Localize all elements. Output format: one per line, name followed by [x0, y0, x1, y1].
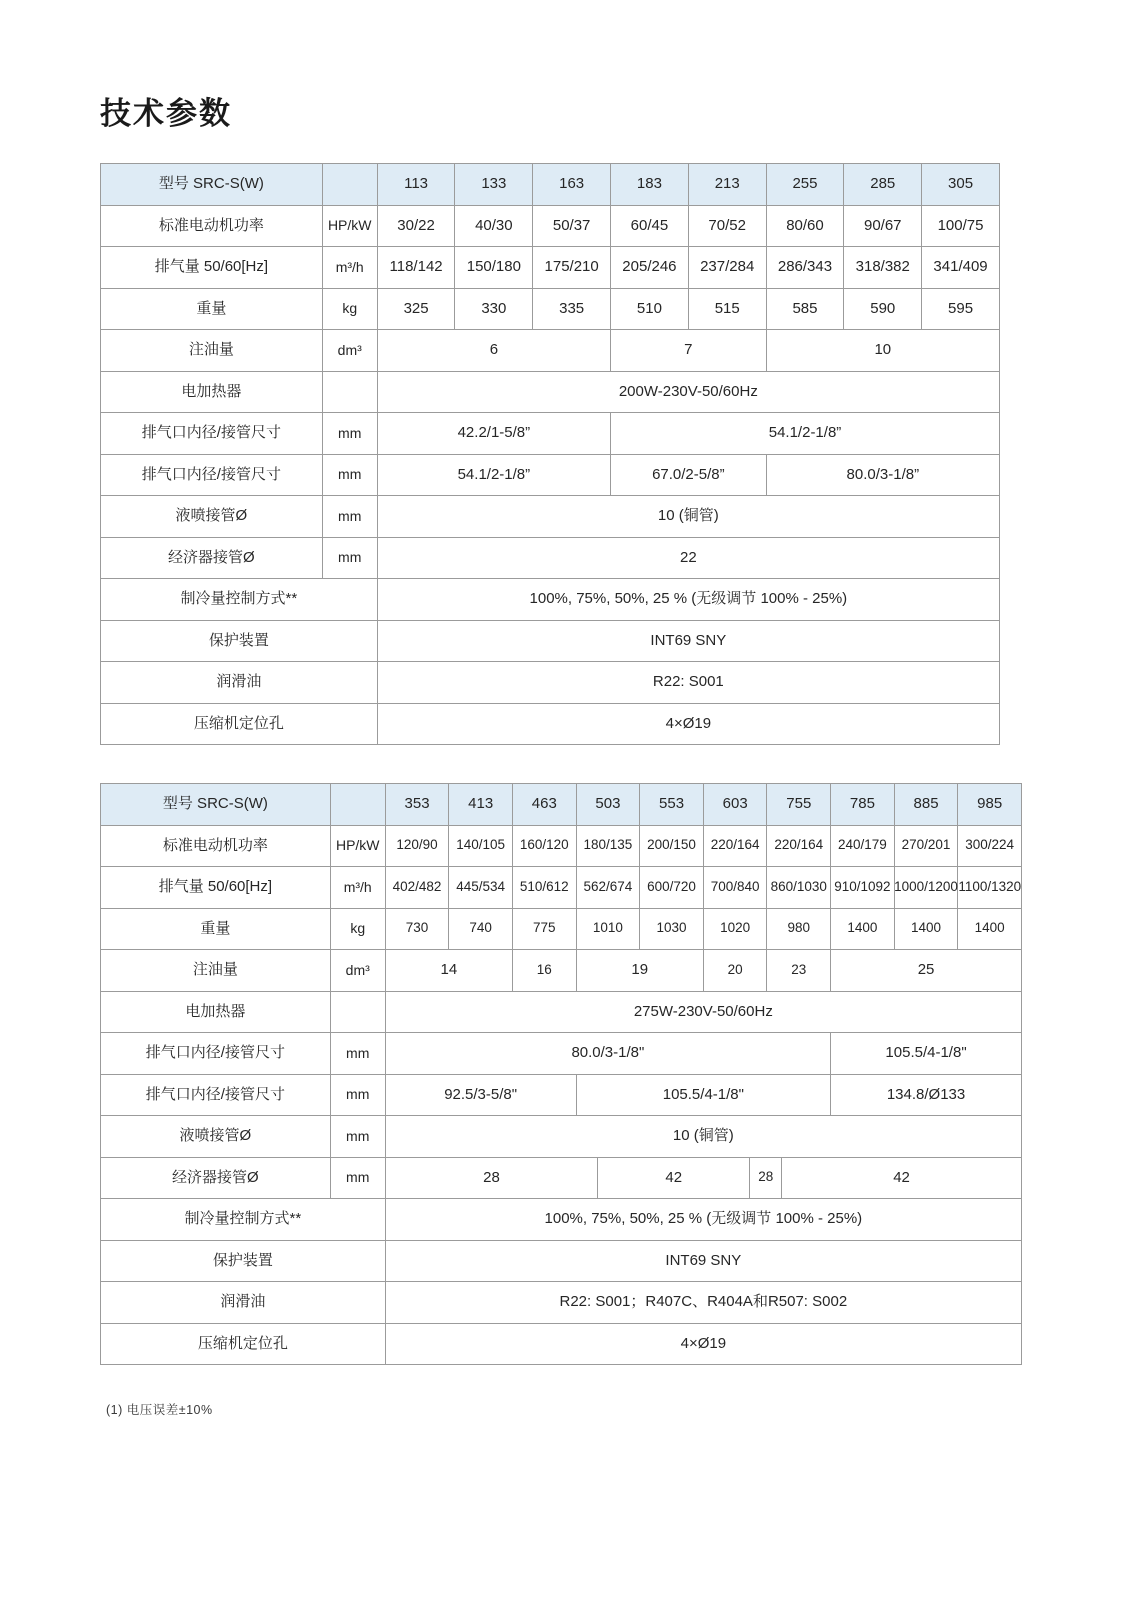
- value-cell: 910/1092: [831, 867, 895, 909]
- value-cell: 100/75: [922, 206, 1000, 248]
- value-cell: 60/45: [611, 206, 689, 248]
- value-cell: 54.1/2-1/8”: [378, 455, 611, 497]
- value-cell: 10 (铜管): [386, 1116, 1022, 1158]
- value-cell: R22: S001: [378, 662, 1000, 704]
- table-row: [101, 579, 1000, 621]
- table-row: [101, 1116, 1022, 1158]
- model-header: 553: [640, 784, 704, 826]
- unit-cell: HP/kW: [323, 206, 378, 248]
- value-cell: 4×Ø19: [378, 704, 1000, 746]
- row-label: 重量: [101, 909, 331, 951]
- value-cell: 28: [750, 1158, 782, 1200]
- value-cell: 515: [689, 289, 767, 331]
- value-cell: 67.0/2-5/8”: [611, 455, 767, 497]
- value-cell: 42: [782, 1158, 1022, 1200]
- unit-cell: mm: [331, 1116, 386, 1158]
- value-cell: 80/60: [767, 206, 845, 248]
- value-cell: 20: [704, 950, 768, 992]
- table-row: [101, 992, 1022, 1034]
- value-cell: 286/343: [767, 247, 845, 289]
- table-row: [101, 247, 1000, 289]
- value-cell: 140/105: [449, 826, 513, 868]
- value-cell: 318/382: [844, 247, 922, 289]
- model-header: 133: [455, 164, 533, 206]
- row-label: 标准电动机功率: [101, 206, 323, 248]
- value-cell: 14: [386, 950, 513, 992]
- value-cell: 92.5/3-5/8": [386, 1075, 577, 1117]
- table-row: [101, 206, 1000, 248]
- model-header: 463: [513, 784, 577, 826]
- value-cell: 4×Ø19: [386, 1324, 1022, 1366]
- value-cell: 80.0/3-1/8": [386, 1033, 831, 1075]
- model-header: 285: [844, 164, 922, 206]
- model-series-label: 型号 SRC-S(W): [101, 164, 323, 206]
- value-cell: 90/67: [844, 206, 922, 248]
- value-cell: 402/482: [386, 867, 450, 909]
- unit-cell: [331, 992, 386, 1034]
- value-cell: 28: [386, 1158, 599, 1200]
- value-cell: 1030: [640, 909, 704, 951]
- unit-cell: HP/kW: [331, 826, 386, 868]
- table-row: [101, 1158, 1022, 1200]
- row-label: 注油量: [101, 330, 323, 372]
- model-header: 113: [378, 164, 456, 206]
- value-cell: 562/674: [577, 867, 641, 909]
- value-cell: 510/612: [513, 867, 577, 909]
- value-cell: 175/210: [533, 247, 611, 289]
- row-label: 液喷接管Ø: [101, 1116, 331, 1158]
- unit-cell: dm³: [323, 330, 378, 372]
- row-label: 标准电动机功率: [101, 826, 331, 868]
- row-label: 排气量 50/60[Hz]: [101, 867, 331, 909]
- row-label: 润滑油: [101, 662, 378, 704]
- row-label: 保护装置: [101, 1241, 386, 1283]
- value-cell: 80.0/3-1/8”: [767, 455, 1000, 497]
- value-cell: 16: [513, 950, 577, 992]
- table-row: [101, 496, 1000, 538]
- value-cell: 50/37: [533, 206, 611, 248]
- value-cell: 341/409: [922, 247, 1000, 289]
- row-label: 排气量 50/60[Hz]: [101, 247, 323, 289]
- table-row: [101, 826, 1022, 868]
- value-cell: 42: [598, 1158, 750, 1200]
- value-cell: 730: [386, 909, 450, 951]
- value-cell: 275W-230V-50/60Hz: [386, 992, 1022, 1034]
- row-label: 电加热器: [101, 372, 323, 414]
- value-cell: 325: [378, 289, 456, 331]
- value-cell: 1100/1320: [958, 867, 1022, 909]
- value-cell: 100%, 75%, 50%, 25 % (无级调节 100% - 25%): [378, 579, 1000, 621]
- value-cell: 220/164: [767, 826, 831, 868]
- value-cell: 740: [449, 909, 513, 951]
- value-cell: 1400: [831, 909, 895, 951]
- model-header: 503: [577, 784, 641, 826]
- unit-cell: m³/h: [331, 867, 386, 909]
- table-row: [101, 704, 1000, 746]
- unit-cell: [323, 164, 378, 206]
- table-row: [101, 1282, 1022, 1324]
- unit-cell: m³/h: [323, 247, 378, 289]
- unit-cell: mm: [323, 413, 378, 455]
- unit-cell: [323, 372, 378, 414]
- table-row: [101, 662, 1000, 704]
- value-cell: 200/150: [640, 826, 704, 868]
- value-cell: 42.2/1-5/8”: [378, 413, 611, 455]
- value-cell: 775: [513, 909, 577, 951]
- value-cell: 595: [922, 289, 1000, 331]
- row-label: 保护装置: [101, 621, 378, 663]
- row-label: 排气口内径/接管尺寸: [101, 455, 323, 497]
- row-label: 排气口内径/接管尺寸: [101, 1033, 331, 1075]
- unit-cell: mm: [331, 1033, 386, 1075]
- unit-cell: kg: [331, 909, 386, 951]
- value-cell: 19: [577, 950, 704, 992]
- table-row: [101, 1033, 1022, 1075]
- value-cell: 1020: [704, 909, 768, 951]
- value-cell: 23: [767, 950, 831, 992]
- unit-cell: mm: [323, 538, 378, 580]
- value-cell: 237/284: [689, 247, 767, 289]
- spec-table-small-models: [100, 163, 1000, 745]
- table-row: [101, 372, 1000, 414]
- table-row: [101, 413, 1000, 455]
- value-cell: 40/30: [455, 206, 533, 248]
- value-cell: 200W-230V-50/60Hz: [378, 372, 1000, 414]
- value-cell: 980: [767, 909, 831, 951]
- value-cell: 240/179: [831, 826, 895, 868]
- value-cell: 1400: [895, 909, 959, 951]
- value-cell: 100%, 75%, 50%, 25 % (无级调节 100% - 25%): [386, 1199, 1022, 1241]
- model-header: 255: [767, 164, 845, 206]
- row-label: 液喷接管Ø: [101, 496, 323, 538]
- table-row: [101, 1199, 1022, 1241]
- table-row: [101, 1241, 1022, 1283]
- model-header: 885: [895, 784, 959, 826]
- table-row: [101, 950, 1022, 992]
- table-row: [101, 1324, 1022, 1366]
- model-header: 305: [922, 164, 1000, 206]
- value-cell: 1400: [958, 909, 1022, 951]
- row-label: 电加热器: [101, 992, 331, 1034]
- table-row: [101, 538, 1000, 580]
- value-cell: 300/224: [958, 826, 1022, 868]
- row-label: 制冷量控制方式**: [101, 579, 378, 621]
- value-cell: R22: S001；R407C、R404A和R507: S002: [386, 1282, 1022, 1324]
- value-cell: 600/720: [640, 867, 704, 909]
- model-series-label: 型号 SRC-S(W): [101, 784, 331, 826]
- value-cell: 54.1/2-1/8”: [611, 413, 1000, 455]
- unit-cell: mm: [331, 1158, 386, 1200]
- row-label: 经济器接管Ø: [101, 1158, 331, 1200]
- value-cell: 590: [844, 289, 922, 331]
- value-cell: INT69 SNY: [386, 1241, 1022, 1283]
- model-header: 985: [958, 784, 1022, 826]
- spec-table-large-models: [100, 783, 1022, 1365]
- model-header: 213: [689, 164, 767, 206]
- value-cell: 445/534: [449, 867, 513, 909]
- table-row: [101, 330, 1000, 372]
- value-cell: 22: [378, 538, 1000, 580]
- value-cell: 30/22: [378, 206, 456, 248]
- row-label: 注油量: [101, 950, 331, 992]
- table-row: [101, 455, 1000, 497]
- unit-cell: dm³: [331, 950, 386, 992]
- value-cell: 220/164: [704, 826, 768, 868]
- value-cell: 118/142: [378, 247, 456, 289]
- unit-cell: [331, 784, 386, 826]
- value-cell: 510: [611, 289, 689, 331]
- value-cell: 150/180: [455, 247, 533, 289]
- value-cell: 205/246: [611, 247, 689, 289]
- value-cell: 335: [533, 289, 611, 331]
- unit-cell: mm: [323, 496, 378, 538]
- table-row: [101, 1075, 1022, 1117]
- row-label: 排气口内径/接管尺寸: [101, 1075, 331, 1117]
- table-row: [101, 867, 1022, 909]
- model-header: 755: [767, 784, 831, 826]
- model-header: 183: [611, 164, 689, 206]
- value-cell: 25: [831, 950, 1022, 992]
- value-cell: 160/120: [513, 826, 577, 868]
- footnote: (1) 电压误差±10%: [106, 1403, 213, 1417]
- value-cell: 105.5/4-1/8": [577, 1075, 832, 1117]
- page-title: 技术参数: [100, 96, 232, 131]
- model-header: 603: [704, 784, 768, 826]
- table-header-row: [101, 164, 1000, 206]
- model-header: 163: [533, 164, 611, 206]
- value-cell: 180/135: [577, 826, 641, 868]
- table-row: [101, 909, 1022, 951]
- value-cell: 70/52: [689, 206, 767, 248]
- row-label: 经济器接管Ø: [101, 538, 323, 580]
- row-label: 润滑油: [101, 1282, 386, 1324]
- unit-cell: mm: [323, 455, 378, 497]
- model-header: 785: [831, 784, 895, 826]
- row-label: 压缩机定位孔: [101, 1324, 386, 1366]
- table-header-row: [101, 784, 1022, 826]
- value-cell: 6: [378, 330, 611, 372]
- model-header: 413: [449, 784, 513, 826]
- value-cell: 134.8/Ø133: [831, 1075, 1022, 1117]
- value-cell: 7: [611, 330, 767, 372]
- value-cell: INT69 SNY: [378, 621, 1000, 663]
- model-header: 353: [386, 784, 450, 826]
- table-row: [101, 289, 1000, 331]
- value-cell: 860/1030: [767, 867, 831, 909]
- value-cell: 585: [767, 289, 845, 331]
- value-cell: 120/90: [386, 826, 450, 868]
- row-label: 排气口内径/接管尺寸: [101, 413, 323, 455]
- value-cell: 1000/1200: [895, 867, 959, 909]
- row-label: 压缩机定位孔: [101, 704, 378, 746]
- value-cell: 1010: [577, 909, 641, 951]
- value-cell: 270/201: [895, 826, 959, 868]
- unit-cell: kg: [323, 289, 378, 331]
- value-cell: 105.5/4-1/8": [831, 1033, 1022, 1075]
- table-row: [101, 621, 1000, 663]
- value-cell: 700/840: [704, 867, 768, 909]
- value-cell: 10 (铜管): [378, 496, 1000, 538]
- row-label: 重量: [101, 289, 323, 331]
- unit-cell: mm: [331, 1075, 386, 1117]
- value-cell: 330: [455, 289, 533, 331]
- value-cell: 10: [767, 330, 1000, 372]
- row-label: 制冷量控制方式**: [101, 1199, 386, 1241]
